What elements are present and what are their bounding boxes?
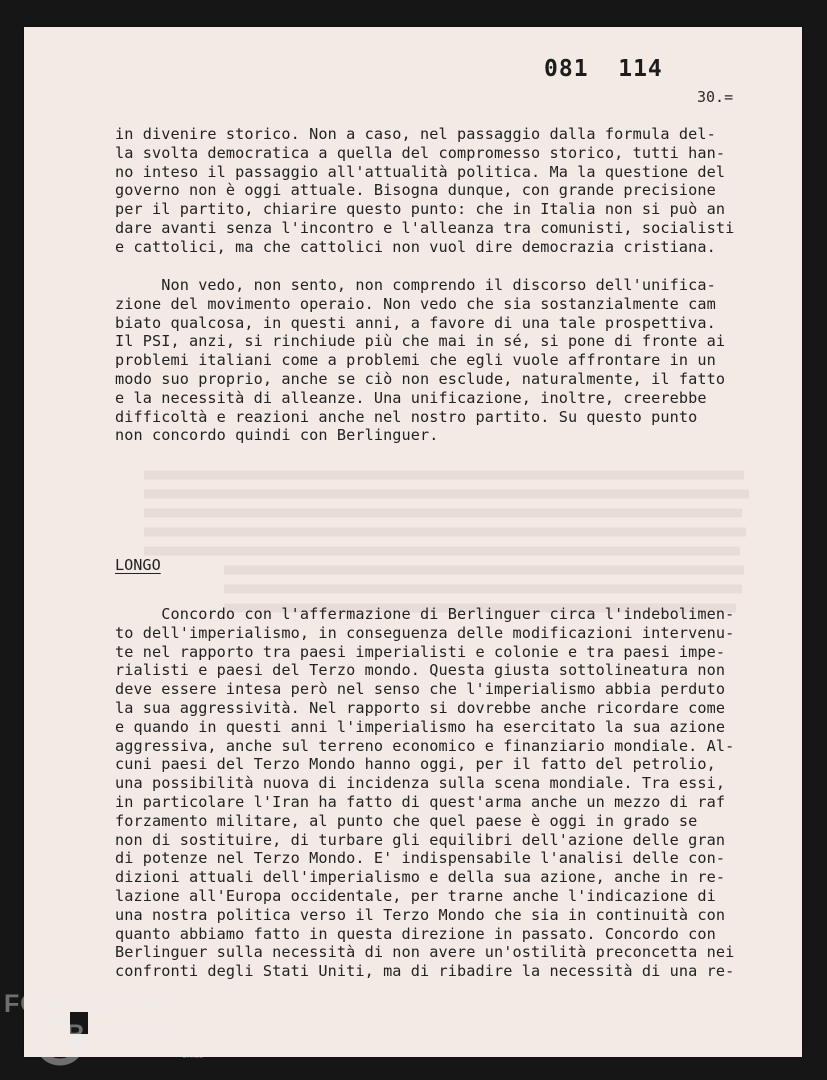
text-line: to dell'imperialismo, in conseguenza delle modificazioni intervenu- xyxy=(115,623,735,642)
text-line: forzamento militare, al punto che quel paese è oggi in grado se xyxy=(115,811,698,830)
paragraph-3 xyxy=(115,605,775,981)
text-line: per il partito, chiarire questo punto: che in Italia non si può an xyxy=(115,200,726,219)
text-line: problemi italiani come a problemi che egli vuole affrontare in un xyxy=(115,351,716,370)
text-line: in particolare l'Iran ha fatto di quest'arma anche un mezzo di raf xyxy=(115,792,726,811)
text-line: dare avanti senza l'incontro e l'alleanza tra comunisti, socialisti xyxy=(115,218,735,237)
text-line: cuni paesi del Terzo Mondo hanno oggi, per il fatto del petrolio, xyxy=(115,755,716,774)
text-line: rialisti e paesi del Terzo mondo. Questa giusta sottolineatura non xyxy=(115,661,726,680)
text-line: la sua aggressività. Nel rapporto si dovrebbe anche ricordare come xyxy=(115,698,726,717)
text-line: e cattolici, ma che cattolici non vuol dire democrazia cristiana. xyxy=(115,237,716,256)
page-number: 30.= xyxy=(697,88,734,106)
text-line: una nostra politica verso il Terzo Mondo che sia in continuità con xyxy=(115,905,726,924)
text-line: dizioni attuali dell'imperialismo e della sua azione, anche in re- xyxy=(115,868,726,887)
paragraph-1 xyxy=(115,125,775,257)
text-line: governo non è oggi attuale. Bisogna dunque, con grande precisione xyxy=(115,181,716,200)
text-line: Berlinguer sulla necessità di non avere un'ostilità preconcetta nei xyxy=(115,943,735,962)
text-line: lazione all'Europa occidentale, per trarne anche l'indicazione di xyxy=(115,886,716,905)
text-line: aggressiva, anche sul terreno economico e finanziario mondiale. Al- xyxy=(115,736,735,755)
text-line: deve essere intesa però nel senso che l'imperialismo abbia perduto xyxy=(115,680,726,699)
fondazione-gramsci-watermark xyxy=(4,990,214,1070)
text-line: difficoltà e reazioni anche nel nostro partito. Su questo punto xyxy=(115,407,698,426)
text-line: e quando in questi anni l'imperialismo ha esercitato la sua azione xyxy=(115,717,726,736)
watermark-suffix: onlus xyxy=(182,1050,204,1060)
text-line: Concordo con l'affermazione di Berlinguer circa l'indebolimen- xyxy=(115,605,735,623)
text-line: quanto abbiamo fatto in questa direzione in passato. Concordo con xyxy=(115,924,716,943)
watermark-line2: RAMSCI xyxy=(66,1020,177,1048)
text-line: di potenze nel Terzo Mondo. E' indispensabile l'analisi delle con- xyxy=(115,849,726,868)
text-line: zione del movimento operaio. Non vedo che sia sostanzialmente cam xyxy=(115,294,716,313)
text-line: te nel rapporto tra paesi imperialisti e colonie e tra paesi impe- xyxy=(115,642,726,661)
text-line: no inteso il passaggio all'attualità politica. Ma la questione del xyxy=(115,162,726,181)
watermark-line1: FONDAZIONE xyxy=(4,990,180,1018)
text-line: confronti degli Stati Uniti, ma di ribadire la necessità di una re- xyxy=(115,962,735,981)
text-line: e la necessità di alleanze. Una unificazione, inoltre, creerebbe xyxy=(115,388,707,407)
text-line: Non vedo, non sento, non comprendo il discorso dell'unifica- xyxy=(115,276,716,294)
paragraph-2 xyxy=(115,276,775,445)
text-line: non concordo quindi con Berlinguer. xyxy=(115,426,439,445)
text-line: non di sostituire, di turbare gli equilibri dell'azione delle gran xyxy=(115,830,726,849)
text-line: la svolta democratica a quella del compromesso storico, tutti han- xyxy=(115,143,726,162)
text-line: Il PSI, anzi, si rinchiude più che mai in sé, si pone di fronte ai xyxy=(115,332,726,351)
text-line: in divenire storico. Non a caso, nel passaggio dalla formula del- xyxy=(115,125,716,143)
text-line: biato qualcosa, in questi anni, a favore di una tale prospettiva. xyxy=(115,313,716,332)
document-number: 081 114 xyxy=(544,56,663,82)
text-line: una possibilità nuova di incidenza sulla scena mondiale. Tra essi, xyxy=(115,774,726,793)
text-line: modo suo proprio, anche se ciò non esclude, naturalmente, il fatto xyxy=(115,369,726,388)
speaker-heading: LONGO xyxy=(115,556,161,574)
